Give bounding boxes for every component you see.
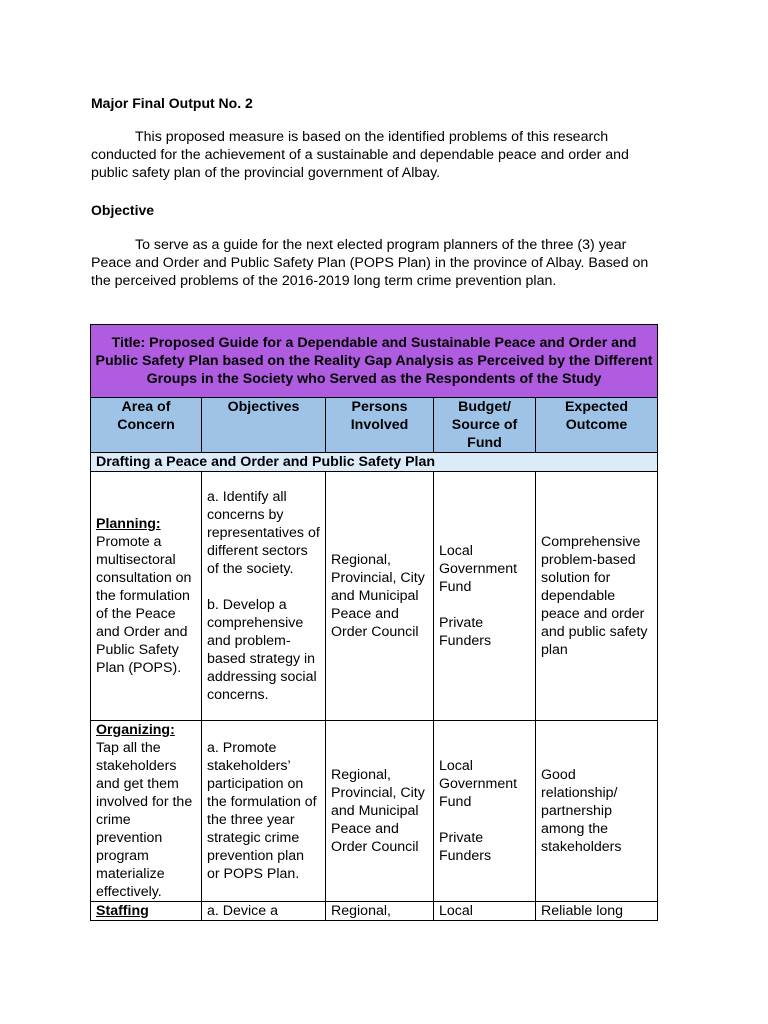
staffing-persons-cell: Regional, — [326, 902, 434, 921]
objective-heading: Objective — [91, 202, 155, 218]
planning-objectives-cell — [202, 472, 326, 721]
pops-plan-table — [90, 324, 658, 921]
planning-outcome-cell: Comprehensive problem-based solution for dependable peace and order and public safety plan — [536, 472, 658, 721]
header-persons-involved: Persons Involved — [326, 398, 434, 453]
header-budget: Budget/ Source of Fund — [434, 398, 536, 453]
staffing-label: Staffing — [96, 903, 149, 919]
planning-budget-b: Private Funders — [439, 615, 492, 649]
organizing-budget-b: Private Funders — [439, 830, 492, 864]
organizing-area-cell — [91, 721, 202, 902]
planning-budget-a: Local Government Fund — [439, 543, 518, 595]
table-row — [91, 721, 658, 902]
document-heading: Major Final Output No. 2 — [91, 95, 253, 111]
staffing-outcome-cell: Reliable long — [536, 902, 658, 921]
planning-label: Planning: — [96, 516, 161, 532]
header-expected-outcome: Expected Outcome — [536, 398, 658, 453]
organizing-objectives-cell: a. Promote stakeholders’ participation on the formulation of the three year strategic crime prevention plan or POPS Plan. — [202, 721, 326, 902]
table-row — [91, 472, 658, 721]
planning-area-cell — [91, 472, 202, 721]
organizing-persons-cell: Regional, Provincial, City and Municipal Peace and Order Council — [326, 721, 434, 902]
objective-paragraph: To serve as a guide for the next elected program planners of the three (3) year Peace and Order and Public Safety Plan (POPS Plan) in the province of Albay. Based on the perceived problems of the 2016-2019 long term crime prevention plan. — [91, 237, 649, 289]
planning-persons-cell: Regional, Provincial, City and Municipal Peace and Order Council — [326, 472, 434, 721]
organizing-label: Organizing: — [96, 722, 175, 738]
organizing-outcome-cell: Good relationship/ partnership among the stakeholders — [536, 721, 658, 902]
header-objectives: Objectives — [202, 398, 326, 453]
organizing-budget-cell — [434, 721, 536, 902]
section-title: Drafting a Peace and Order and Public Safety Plan — [91, 453, 658, 472]
staffing-objectives-cell: a. Device a — [202, 902, 326, 921]
table-title: Title: Proposed Guide for a Dependable and Sustainable Peace and Order and Public Safety Plan based on the Reality Gap Analysis as Perceived by the Different Groups in the Society who Served as the Respondents of the Study — [91, 325, 658, 398]
table-row — [91, 902, 658, 921]
planning-objective-b: b. Develop a comprehensive and problem-based strategy in addressing social concerns. — [207, 597, 317, 703]
planning-area-text: Promote a multisectoral consultation on the formulation of the Peace and Order and Public Safety Plan (POPS). — [96, 534, 192, 676]
planning-objective-a: a. Identify all concerns by representatives of different sectors of the society. — [207, 489, 320, 577]
organizing-budget-a: Local Government Fund — [439, 758, 518, 810]
intro-paragraph: This proposed measure is based on the identified problems of this research conducted for the achievement of a sustainable and dependable peace and order and public safety plan of the provincial government of Albay. — [91, 129, 629, 181]
planning-budget-cell — [434, 472, 536, 721]
header-area-of-concern: Area of Concern — [91, 398, 202, 453]
organizing-area-text: Tap all the stakeholders and get them involved for the crime prevention program materialize effectively. — [96, 740, 193, 900]
staffing-area-cell — [91, 902, 202, 921]
staffing-budget-cell: Local — [434, 902, 536, 921]
